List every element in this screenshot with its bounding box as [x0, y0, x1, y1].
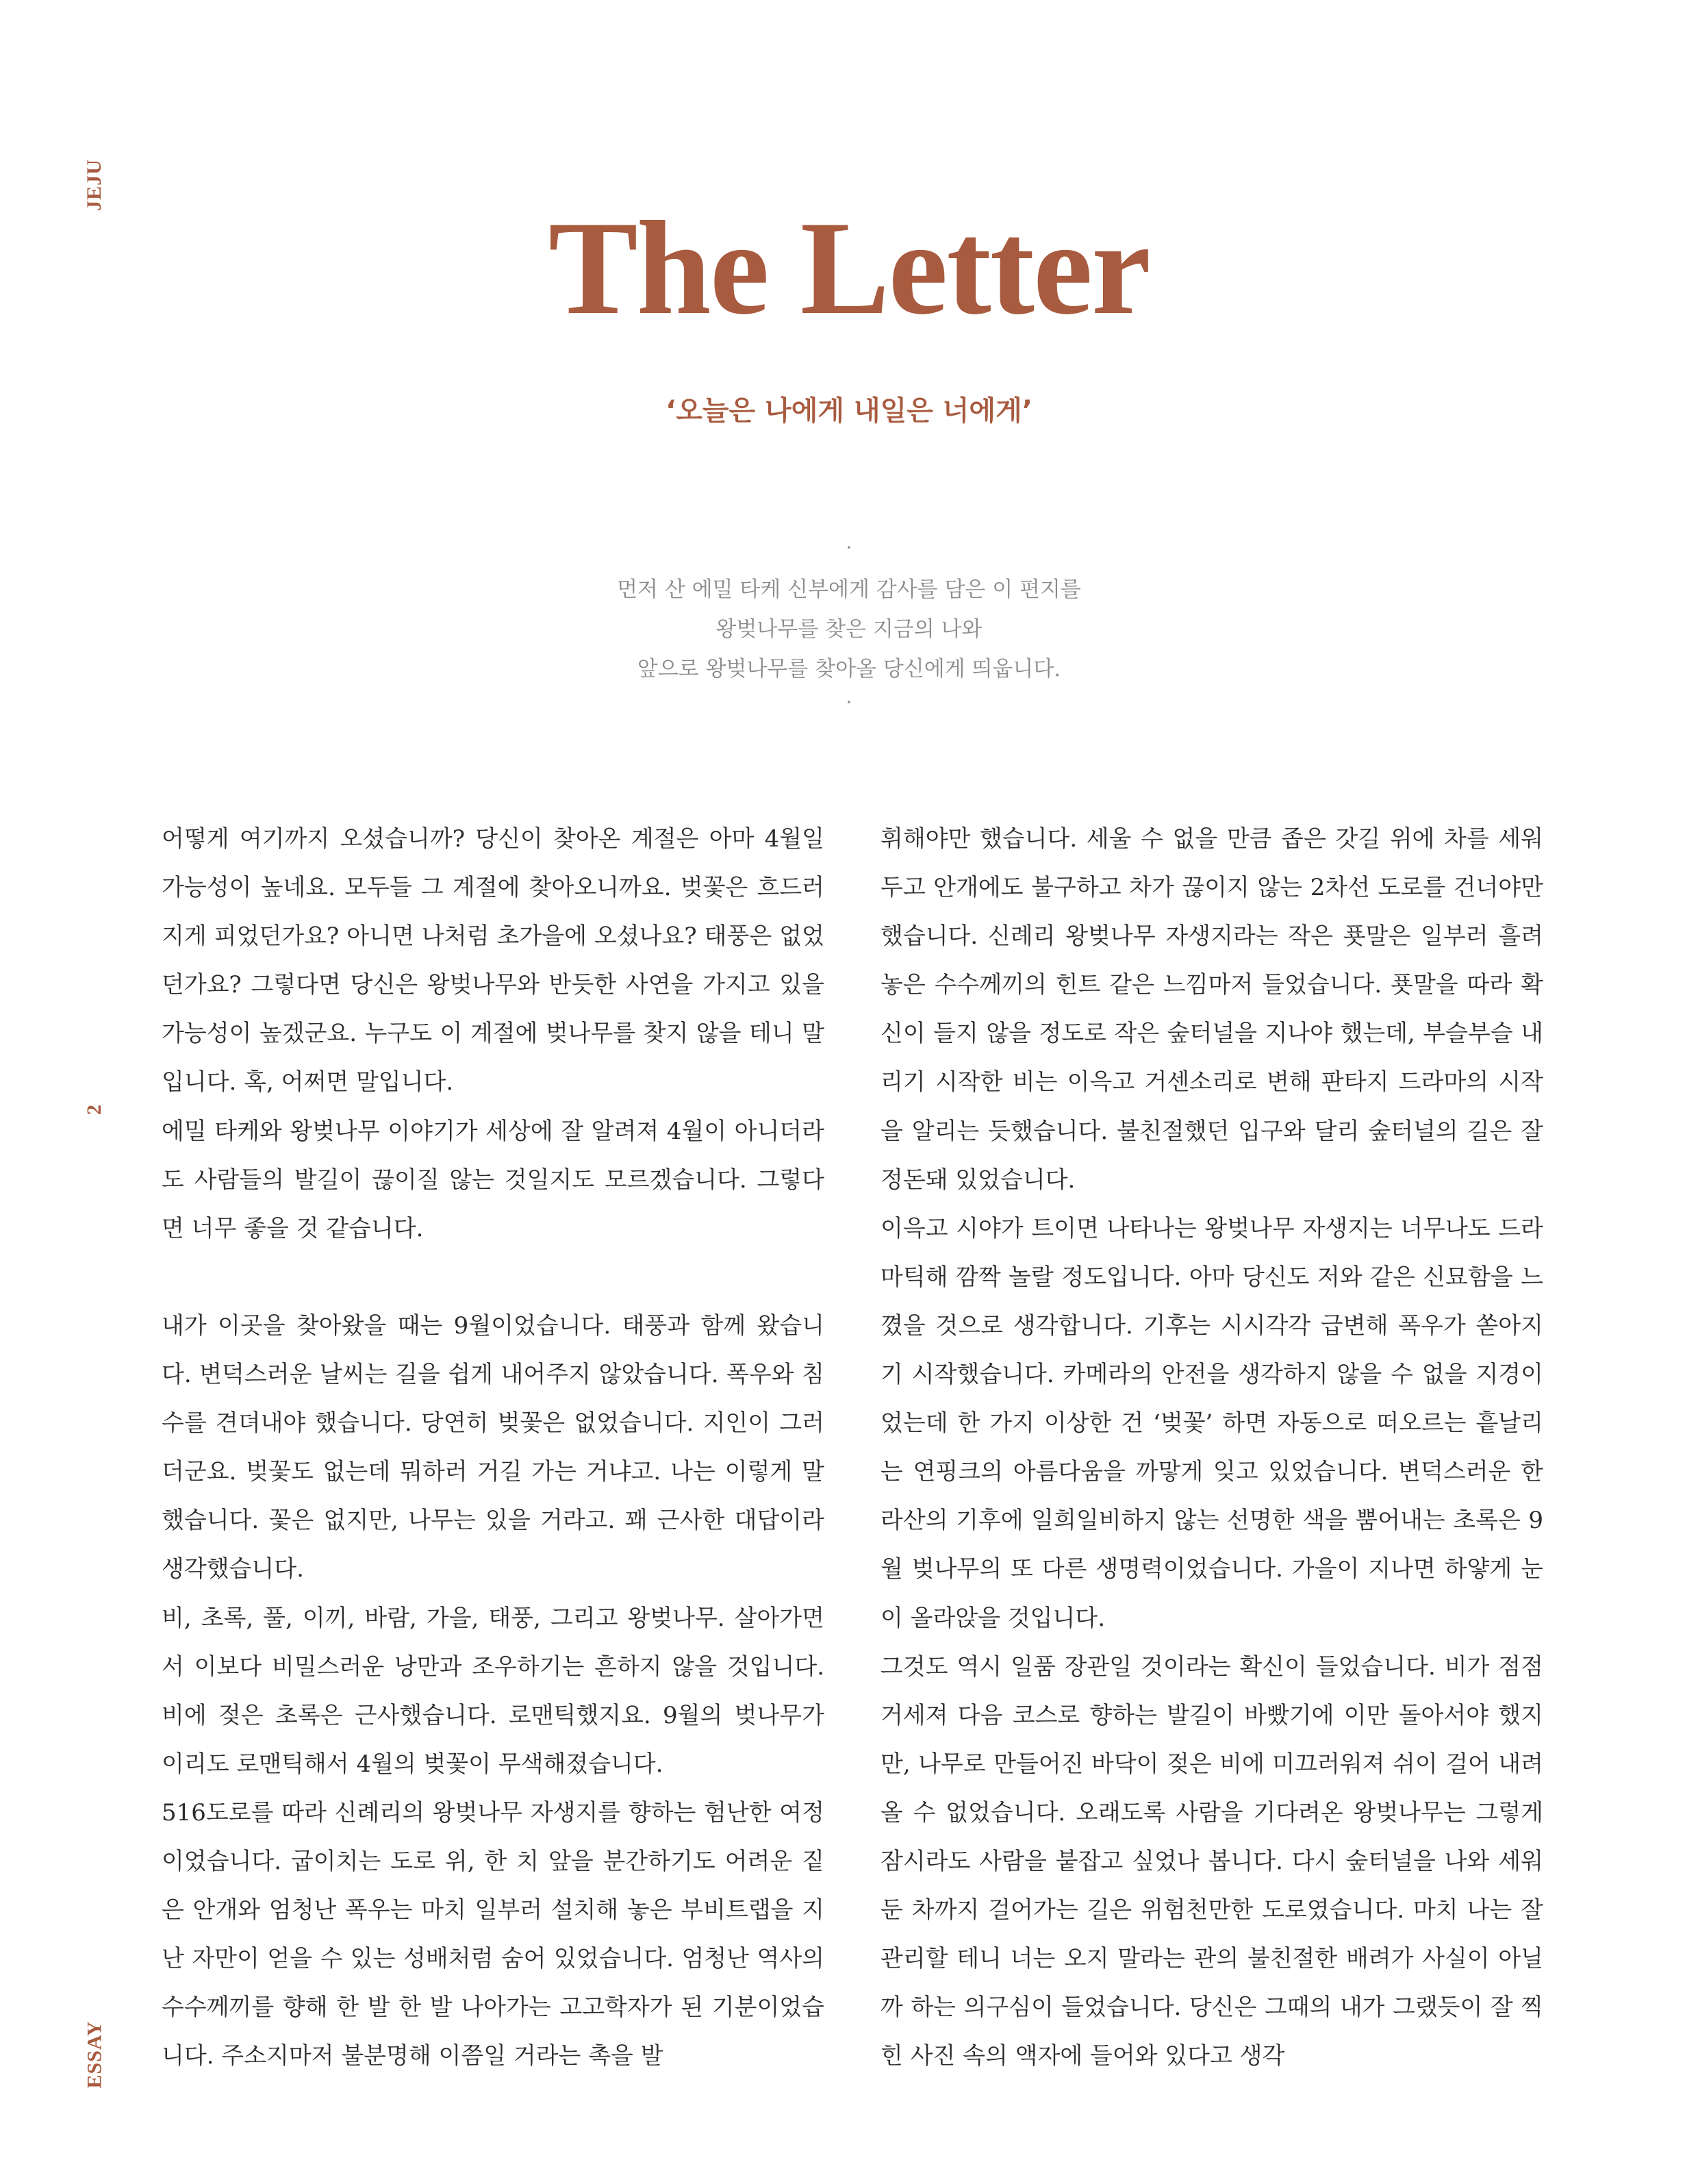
paragraph: 516도로를 따라 신례리의 왕벚나무 자생지를 향하는 험난한 여정이었습니다. 굽이치는 도로 위, 한 치 앞을 분간하기도 어려운 짙은 안개와 엄청난 폭우는 마치 일부러 설치해 놓은 부비트랩을 지난 자만이 얻을 수 있는 성배처럼 숨어 있었습니다. 엄청난 역사의 수수께끼를 향해 한 발 한 발 나아가는 고고학자가 된 기분이었습니다. 주소지마저 불분명해 이쯤일 거라는 촉을 발: [162, 1798, 824, 2070]
paragraph: 내가 이곳을 찾아왔을 때는 9월이었습니다. 태풍과 함께 왔습니다. 변덕스러운 날씨는 길을 쉽게 내어주지 않았습니다. 폭우와 침수를 견뎌내야 했습니다. 당연히 벚꽃은 없었습니다. 지인이 그러더군요. 벚꽃도 없는데 뭐하러 거길 가는 거냐고. 나는 이렇게 말했습니다. 꽃은 없지만, 나무는 있을 거라고. 꽤 근사한 대답이라 생각했습니다.: [162, 1311, 824, 1583]
intro-block: [0, 534, 1698, 725]
intro-dot-bottom: ·: [846, 691, 852, 714]
intro-line: 먼저 산 에밀 타케 신부에게 감사를 담은 이 편지를: [617, 577, 1081, 602]
section-label-essay: ESSAY: [83, 2020, 105, 2089]
section-label-jeju: JEJU: [83, 159, 105, 211]
intro-line: 왕벚나무를 찾은 지금의 나와: [715, 617, 983, 642]
paragraph: 이윽고 시야가 트이면 나타나는 왕벚나무 자생지는 너무나도 드라마틱해 깜짝 놀랄 정도입니다. 아마 당신도 저와 같은 신묘함을 느꼈을 것으로 생각합니다. 기후는 시시각각 급변해 폭우가 쏟아지기 시작했습니다. 카메라의 안전을 생각하지 않을 수 없을 지경이었는데 한 가지 이상한 건 ‘벚꽃’ 하면 자동으로 떠오르는 흩날리는 연핑크의 아름다움을 까맣게 잊고 있었습니다. 변덕스러운 한라산의 기후에 일희일비하지 않는 선명한 색을 뿜어내는 초록은 9월 벚나무의 또 다른 생명력이었습니다. 가을이 지나면 하얗게 눈이 올라앉을 것입니다.: [880, 1214, 1543, 1632]
paragraph: 그것도 역시 일품 장관일 것이라는 확신이 들었습니다. 비가 점점 거세져 다음 코스로 향하는 발길이 바빴기에 이만 돌아서야 했지만, 나무로 만들어진 바닥이 젖은 비에 미끄러워져 쉬이 걸어 내려올 수 없었습니다. 오래도록 사람을 기다려온 왕벚나무는 그렇게 잠시라도 사람을 붙잡고 싶었나 봅니다. 다시 숲터널을 나와 세워 둔 차까지 걸어가는 길은 위험천만한 도로였습니다. 마치 나는 잘 관리할 테니 너는 오지 말라는 관의 불친절한 배려가 사실이 아닐까 하는 의구심이 들었습니다. 당신은 그때의 내가 그랬듯이 잘 찍힌 사진 속의 액자에 들어와 있다고 생각: [880, 1653, 1543, 2070]
body-column-left: [162, 815, 824, 2081]
intro-line: 앞으로 왕벚나무를 찾아올 당신에게 띄웁니다.: [637, 657, 1061, 681]
article-title: The Letter: [548, 194, 1150, 342]
paragraph: 에밀 타케와 왕벚나무 이야기가 세상에 잘 알려져 4월이 아니더라도 사람들의 발길이 끊이질 않는 것일지도 모르겠습니다. 그렇다면 너무 좋을 것 같습니다.: [162, 1117, 824, 1242]
article-subtitle: ‘오늘은 나에게 내일은 너에게’: [666, 395, 1032, 427]
paragraph: 휘해야만 했습니다. 세울 수 없을 만큼 좁은 갓길 위에 차를 세워 두고 안개에도 불구하고 차가 끊이지 않는 2차선 도로를 건너야만 했습니다. 신례리 왕벚나무 자생지라는 작은 푯말은 일부러 흘려놓은 수수께끼의 힌트 같은 느낌마저 들었습니다. 푯말을 따라 확신이 들지 않을 정도로 작은 숲터널을 지나야 했는데, 부슬부슬 내리기 시작한 비는 이윽고 거센소리로 변해 판타지 드라마의 시작을 알리는 듯했습니다. 불친절했던 입구와 달리 숲터널의 길은 잘 정돈돼 있었습니다.: [880, 825, 1543, 1194]
paragraph: 어떻게 여기까지 오셨습니까? 당신이 찾아온 계절은 아마 4월일 가능성이 높네요. 모두들 그 계절에 찾아오니까요. 벚꽃은 흐드러지게 피었던가요? 아니면 나처럼 초가을에 오셨나요? 태풍은 없었던가요? 그렇다면 당신은 왕벚나무와 반듯한 사연을 가지고 있을 가능성이 높겠군요. 누구도 이 계절에 벚나무를 찾지 않을 테니 말입니다. 혹, 어쩌면 말입니다.: [162, 825, 824, 1096]
body-column-right: [880, 815, 1543, 2081]
intro-dot-top: ·: [846, 536, 852, 559]
paragraph: 비, 초록, 풀, 이끼, 바람, 가을, 태풍, 그리고 왕벚나무. 살아가면서 이보다 비밀스러운 낭만과 조우하기는 흔하지 않을 것입니다. 비에 젖은 초록은 근사했습니다. 로맨틱했지요. 9월의 벚나무가 이리도 로맨틱해서 4월의 벚꽃이 무색해졌습니다.: [162, 1604, 824, 1778]
page-number: 2: [83, 1104, 105, 1115]
